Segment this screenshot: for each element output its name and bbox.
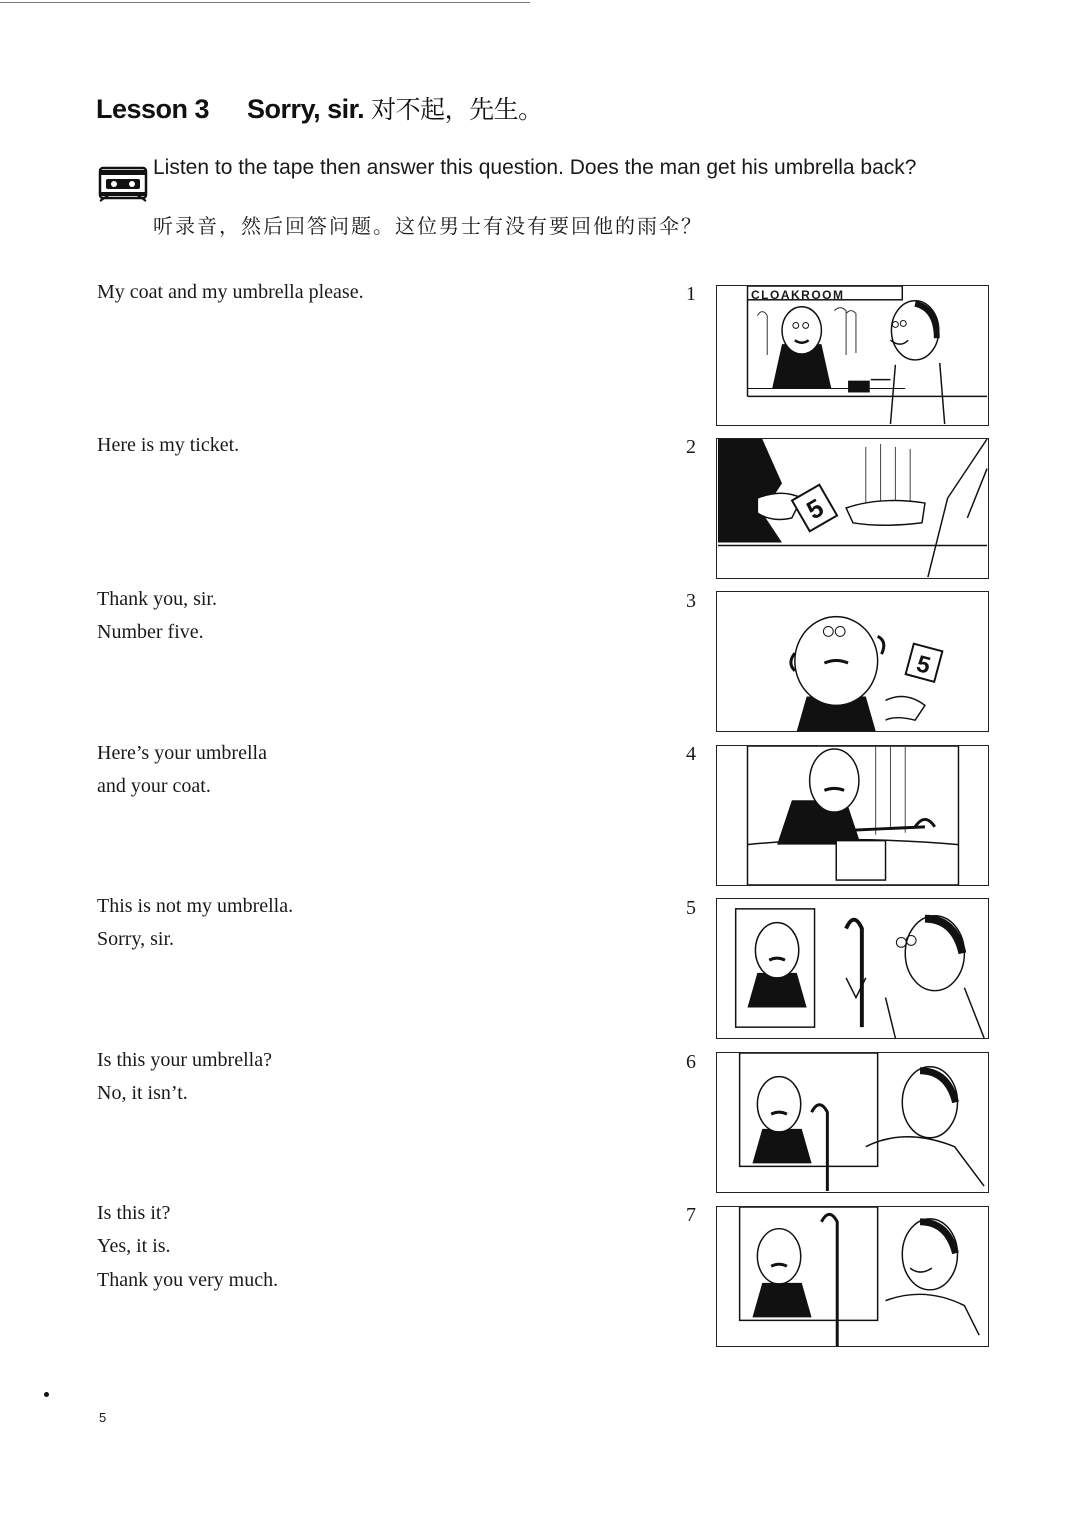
dialogue-line: Thank you very much. [97, 1269, 279, 1291]
dialogue-line: Here’s your umbrella [97, 742, 267, 764]
dialogue-line: Is this your umbrella? [97, 1049, 272, 1071]
instruction-en: Listen to the tape then answer this question. Does the man get his umbrella back? [153, 156, 917, 179]
lesson-title [96, 90, 543, 126]
ticket-number: 5 [913, 651, 933, 680]
cloakroom-sign: CLOAKROOM [751, 288, 845, 302]
dialogue-line: Yes, it is. [97, 1235, 171, 1257]
panel-number: 5 [686, 897, 696, 919]
attendant-ticket-illustration [717, 592, 988, 731]
comic-panel-2 [716, 438, 989, 579]
comic-panel-1 [716, 285, 989, 426]
comic-panel-3 [716, 591, 989, 732]
top-rule [0, 2, 530, 3]
panel-number: 4 [686, 743, 696, 765]
panel-number: 3 [686, 590, 696, 612]
another-umbrella-illustration [717, 1053, 988, 1192]
wrong-umbrella-illustration [717, 899, 988, 1038]
cloakroom-counter-illustration [717, 286, 988, 425]
lesson-title-zh: 对不起，先生。 [371, 95, 543, 124]
comic-panel-5 [716, 898, 989, 1039]
lesson-title-en: Sorry, sir. [247, 94, 365, 124]
ticket-handover-illustration [717, 439, 988, 578]
dialogue-line: Number five. [97, 621, 204, 643]
dialogue-line: and your coat. [97, 775, 211, 797]
dialogue-line: No, it isn’t. [97, 1082, 188, 1104]
panel-number: 1 [686, 283, 696, 305]
correct-umbrella-illustration [717, 1207, 988, 1346]
dialogue-line: This is not my umbrella. [97, 895, 294, 917]
page-number: 5 [99, 1410, 107, 1425]
comic-panel-4 [716, 745, 989, 886]
comic-panel-6 [716, 1052, 989, 1193]
dialogue-line: Here is my ticket. [97, 434, 240, 456]
dialogue-line: Is this it? [97, 1202, 171, 1224]
panel-number: 2 [686, 436, 696, 458]
ticket-number: 5 [802, 493, 829, 526]
comic-panel-7 [716, 1206, 989, 1347]
dialogue-line: Thank you, sir. [97, 588, 217, 610]
lesson-label: Lesson 3 [96, 94, 210, 124]
scan-speck [44, 1392, 49, 1397]
panel-number: 7 [686, 1204, 696, 1226]
umbrella-handover-illustration [717, 746, 988, 885]
dialogue-line: My coat and my umbrella please. [97, 281, 364, 303]
panel-number: 6 [686, 1051, 696, 1073]
cassette-tape-icon [98, 165, 148, 203]
dialogue-line: Sorry, sir. [97, 928, 175, 950]
instruction-zh: 听录音，然后回答问题。这位男士有没有要回他的雨伞？ [153, 214, 703, 238]
